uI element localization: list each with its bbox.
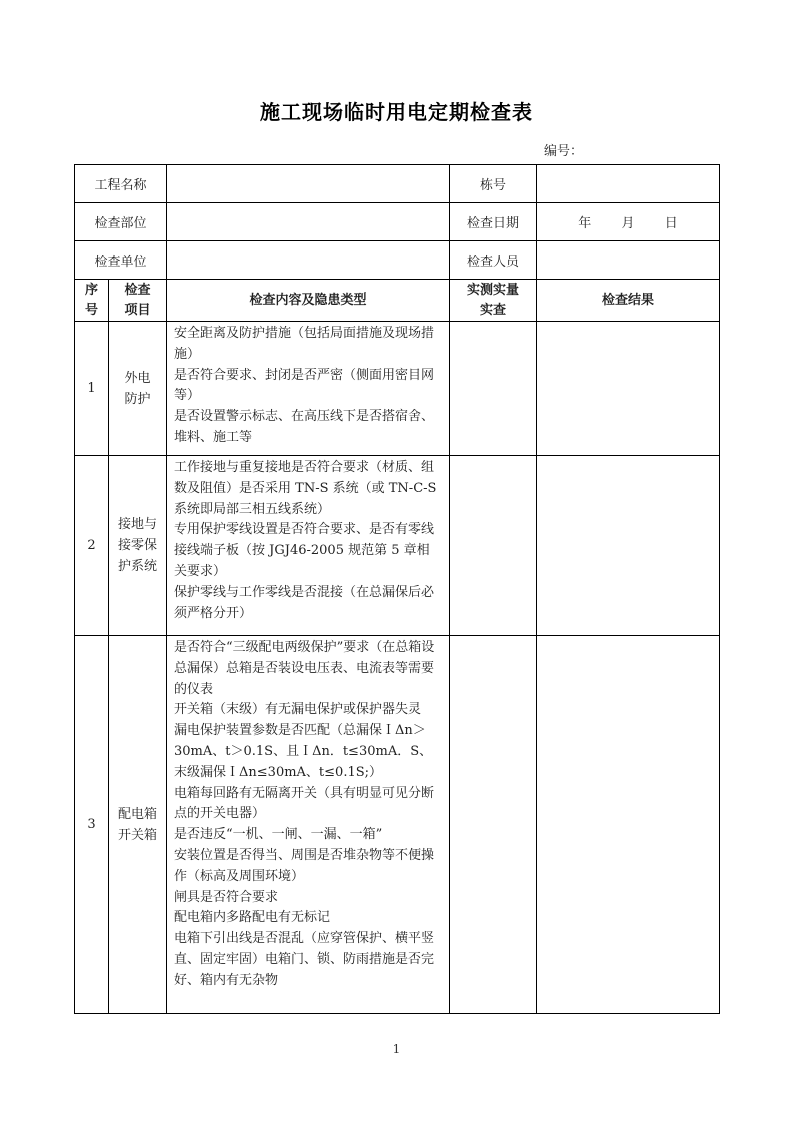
- header-serial-no-line2: 号: [84, 302, 98, 318]
- content-line: 电箱下引出线是否混乱（应穿管保护、横平竖直、固定牢固）电箱门、锁、防雨措施是否完好、箱内有无杂物: [174, 931, 435, 988]
- row-check-item-line: 配电箱: [118, 806, 158, 822]
- inspection-date-field[interactable]: [537, 203, 720, 241]
- content-line: 安全距离及防护措施（包括局面措施及现场措施）: [174, 326, 435, 362]
- content-line: 是否设置警示标志、在高压线下是否搭宿舍、堆料、施工等: [174, 409, 435, 445]
- date-day-label: 日: [664, 216, 678, 231]
- header-check-item-line1: 检查: [124, 282, 151, 298]
- row-check-item: [109, 636, 167, 1014]
- content-line: 闸具是否符合要求: [174, 889, 279, 905]
- inspection-date-label: 检查日期: [450, 203, 537, 241]
- row-result-field[interactable]: [537, 322, 720, 456]
- inspector-label: 检查人员: [450, 241, 537, 280]
- row-measured-field[interactable]: [450, 456, 537, 636]
- row-check-content: [167, 636, 450, 1014]
- row-serial-no: 2: [75, 456, 109, 636]
- header-measured: [450, 280, 537, 322]
- header-check-item-line2: 项目: [124, 302, 151, 318]
- table-row: [75, 456, 720, 636]
- content-line: 是否违反“一机、一闸、一漏、一箱”: [174, 827, 383, 843]
- building-no-field[interactable]: [537, 165, 720, 203]
- building-no-label: 栋号: [450, 165, 537, 203]
- content-line: 安装位置是否得当、周围是否堆杂物等不便操作（标高及周围环境）: [174, 847, 435, 884]
- inspector-field[interactable]: [537, 241, 720, 280]
- row-measured-field[interactable]: [450, 322, 537, 456]
- content-line: 专用保护零线设置是否符合要求、是否有零线接线端子板（按 JGJ46-2005 规范第 5 章相关要求）: [174, 522, 435, 579]
- content-line: 电箱每回路有无隔离开关（具有明显可见分断点的开关电器）: [174, 785, 435, 822]
- info-row-inspection-unit: [75, 241, 720, 280]
- inspection-location-label: 检查部位: [75, 203, 167, 241]
- serial-number-label: 编号：: [544, 144, 584, 159]
- content-line: 开关箱（末级）有无漏电保护或保护器失灵: [174, 702, 422, 718]
- header-serial-no-line1: 序: [84, 282, 98, 298]
- content-line: 配电箱内多路配电有无标记: [174, 910, 331, 926]
- row-check-item-line: 接零保: [118, 538, 158, 553]
- date-month-label: 月: [621, 216, 635, 231]
- table-row: [75, 636, 720, 1014]
- row-check-content: [167, 456, 450, 636]
- row-check-item: [109, 456, 167, 636]
- info-row-inspection-location: [75, 203, 720, 241]
- header-check-item: [109, 280, 167, 322]
- row-check-item-line: 接地与: [118, 517, 158, 532]
- row-result-field[interactable]: [537, 456, 720, 636]
- header-check-result: 检查结果: [537, 280, 720, 322]
- header-check-content: 检查内容及隐患类型: [167, 280, 450, 322]
- header-measured-line2: 实查: [480, 302, 507, 318]
- row-check-item-line: 开关箱: [118, 827, 158, 843]
- row-check-item: [109, 322, 167, 456]
- inspection-location-field[interactable]: [167, 203, 450, 241]
- row-check-item-line: 护系统: [118, 559, 158, 574]
- date-year-label: 年: [578, 216, 592, 231]
- inspection-unit-label: 检查单位: [75, 241, 167, 280]
- inspection-unit-field[interactable]: [167, 241, 450, 280]
- table-row: [75, 322, 720, 456]
- content-line: 是否符合要求、封闭是否严密（侧面用密目网等）: [174, 367, 435, 404]
- row-serial-no: 3: [75, 636, 109, 1014]
- content-line: 工作接地与重复接地是否符合要求（材质、组数及阻值）是否采用 TN-S 系统（或 TN-C-S 系统即局部三相五线系统）: [174, 460, 437, 517]
- row-result-field[interactable]: [537, 636, 720, 1014]
- content-line: 漏电保护装置参数是否匹配（总漏保ＩΔn＞30mA、t＞0.1S、且ＩΔn．t≤30mA．S、末级漏保ＩΔn≤30mA、t≤0.1S;）: [174, 723, 433, 780]
- row-measured-field[interactable]: [450, 636, 537, 1014]
- header-measured-line1: 实测实量: [467, 282, 520, 298]
- info-row-project-name: [75, 165, 720, 203]
- column-header-row: [75, 280, 720, 322]
- header-serial-no: [75, 280, 109, 322]
- row-serial-no: 1: [75, 322, 109, 456]
- page-number: 1: [392, 1042, 401, 1056]
- content-line: 保护零线与工作零线是否混接（在总漏保后必须严格分开）: [174, 584, 435, 621]
- project-name-label: 工程名称: [75, 165, 167, 203]
- document-title: 施工现场临时用电定期检查表: [260, 100, 533, 124]
- inspection-table: [74, 164, 720, 1014]
- project-name-field[interactable]: [167, 165, 450, 203]
- row-check-item-line: 外电: [124, 370, 151, 386]
- row-check-item-line: 防护: [124, 391, 151, 407]
- row-check-content: [167, 322, 450, 456]
- content-line: 是否符合“三级配电两级保护”要求（在总箱设总漏保）总箱是否装设电压表、电流表等需要的仪表: [174, 640, 435, 697]
